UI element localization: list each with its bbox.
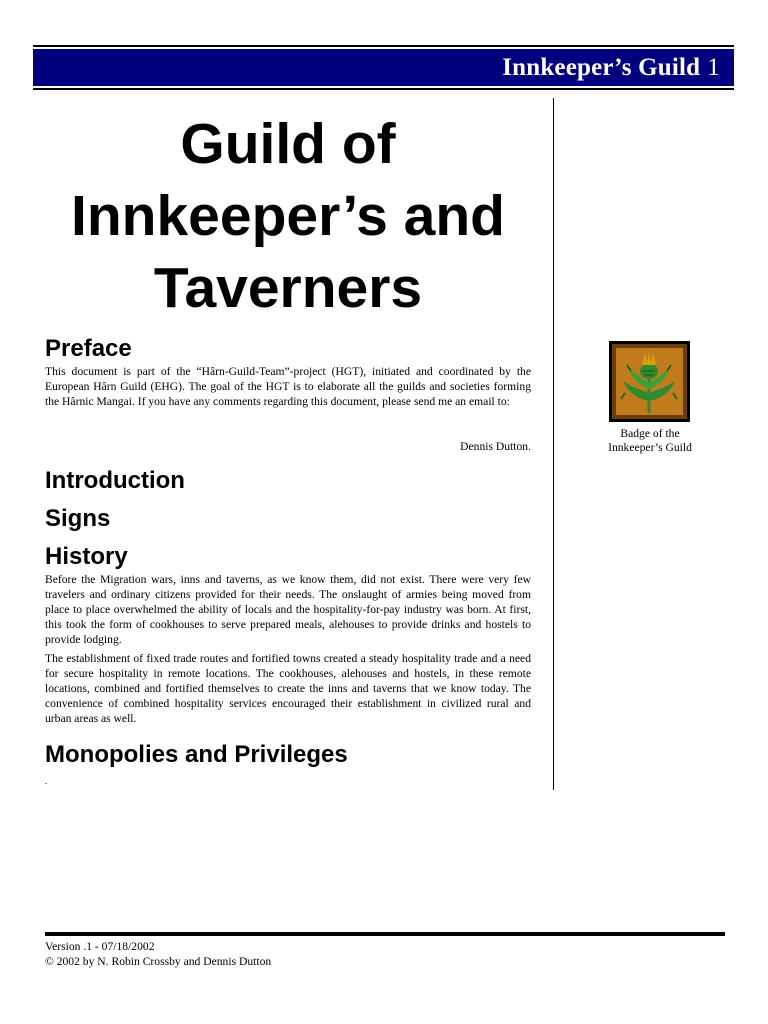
heading-monopolies: Monopolies and Privileges bbox=[45, 741, 348, 768]
footer-version: Version .1 - 07/18/2002 bbox=[45, 940, 155, 953]
preface-text: This document is part of the “Hârn-Guild-Team”-project (HGT), initiated and coordinated by the European Hârn Guild (EHG). The goal of the HGT is to elaborate all the guilds and societies forming the Hârnic Mangai. If you have any comments regarding this document, please send me an email to: bbox=[45, 365, 531, 408]
thistle-badge-icon bbox=[609, 341, 690, 422]
badge-caption bbox=[590, 427, 710, 455]
preface-signature: Dennis Dutton. bbox=[460, 440, 531, 453]
title-line-2: Innkeeper’s and bbox=[71, 184, 505, 248]
header-title-text: Innkeeper’s Guild bbox=[502, 53, 701, 81]
monopolies-text: . bbox=[45, 776, 48, 786]
title-line-3: Taverners bbox=[153, 256, 423, 320]
history-paragraph-1: Before the Migration wars, inns and taverns, as we know them, did not exist. There were very few travelers and ordinary citizens provided for their needs. The onslaught of armies being moved from place to place overwhelmed the ability of locals and the hospitality-for-pay industry was born. At first, this took the form of cookhouses to serve prepared meals, alehouses to provide drinks and hostels to provide lodging. bbox=[45, 573, 531, 646]
footer bbox=[45, 939, 271, 969]
heading-preface: Preface bbox=[45, 335, 132, 362]
footer-copyright: © 2002 by N. Robin Crossby and Dennis Dutton bbox=[45, 955, 272, 968]
main-column bbox=[45, 108, 531, 786]
document-title bbox=[45, 108, 531, 324]
page-number: 1 bbox=[707, 53, 720, 81]
header-band bbox=[33, 49, 734, 86]
heading-introduction: Introduction bbox=[45, 467, 185, 494]
badge-caption-line-2: Innkeeper’s Guild bbox=[608, 441, 692, 454]
heading-signs: Signs bbox=[45, 505, 111, 532]
title-line-1: Guild of bbox=[180, 112, 396, 176]
badge-image bbox=[609, 341, 690, 422]
footer-rule bbox=[45, 932, 725, 936]
header-title bbox=[502, 54, 720, 82]
running-header bbox=[33, 45, 734, 90]
heading-history: History bbox=[45, 543, 128, 570]
badge-caption-line-1: Badge of the bbox=[620, 427, 680, 440]
column-divider bbox=[553, 98, 554, 790]
history-paragraph-2: The establishment of fixed trade routes and fortified towns created a steady hospitality trade and a need for secure hospitality in remote locations. The cookhouses, alehouses and hostels, in these remote locations, combined and fortified themselves to create the inns and taverns that we know today. The convenience of combined hospitality services encouraged their establishment in civilized rural and urban areas as well. bbox=[45, 652, 531, 725]
